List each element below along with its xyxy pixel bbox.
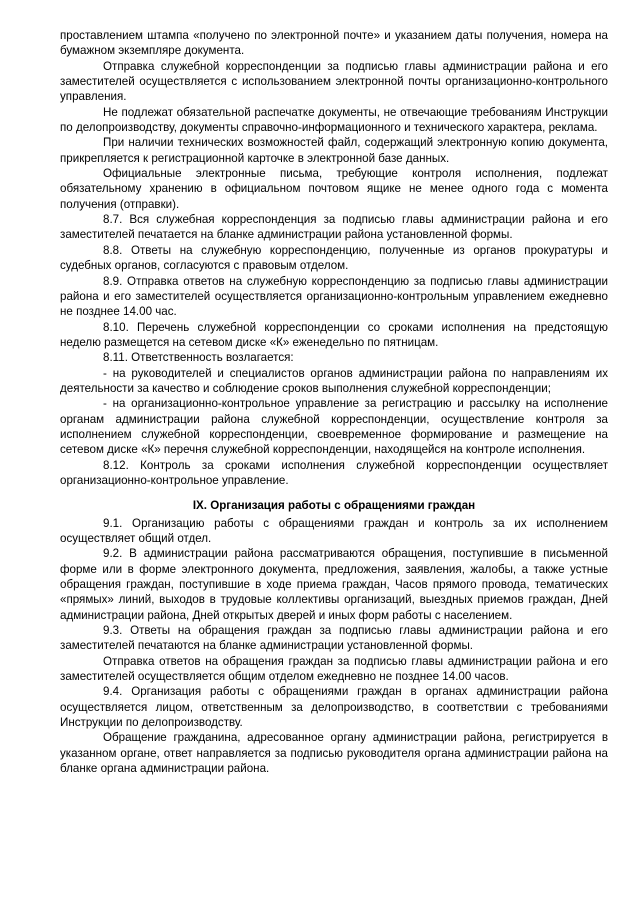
- section-heading: IX. Организация работы с обращениями граждан: [192, 499, 476, 513]
- paragraph: 9.1. Организацию работы с обращениями граждан и контроль за их исполнением осуществляет общий отдел.: [60, 516, 608, 545]
- paragraph: 8.7. Вся служебная корреспонденция за подписью главы администрации района и его заместителей печатается на бланке администрации района установленной формы.: [60, 213, 608, 242]
- paragraph: проставлением штампа «получено по электронной почте» и указанием даты получения, номера на бумажном экземпляре документа.: [60, 29, 608, 58]
- paragraph: 8.9. Отправка ответов на служебную корреспонденцию за подписью главы администрации района и его заместителей осуществляется организационно-контрольным управлением ежедневно не позднее 14.00 час.: [60, 274, 608, 319]
- paragraph: 9.4. Организация работы с обращениями граждан в органах администрации района осуществляется лицом, ответственным за делопроизводство, в соответствии с требованиями Инструкции по делопроизводству.: [60, 685, 608, 730]
- paragraph: Отправка ответов на обращения граждан за подписью главы администрации района и его заместителей осуществляется общим отделом ежедневно не позднее 14.00 часов.: [60, 654, 608, 684]
- paragraph: Не подлежат обязательной распечатке документы, не отвечающие требованиям Инструкции по делопроизводству, документы справочно-информационного и технического характера, реклама.: [60, 105, 608, 135]
- paragraph: Официальные электронные письма, требующие контроля исполнения, подлежат обязательному хранению в официальном почтовом ящике не менее одного года с момента получения (отправки).: [60, 167, 608, 211]
- paragraph: 8.11. Ответственность возлагается:: [103, 351, 294, 365]
- paragraph: 9.2. В администрации района рассматриваются обращения, поступившие в письменной форме или в форме электронного документа, предложения, заявления, жалобы, а также устные обращения граждан, поступившие в ходе приема граждан, Часов прямого провода, тематических «прямых» линий, выходов в трудовые коллективы организаций, выездных приемов граждан, Дней администрации района, Дней открытых дверей и иных форм работы с населением.: [60, 547, 608, 622]
- paragraph: При наличии технических возможностей файл, содержащий электронную копию документа, прикрепляется к регистрационной карточке в электронной базе данных.: [60, 136, 608, 165]
- paragraph: 8.10. Перечень служебной корреспонденции со сроками исполнения на предстоящую неделю размещется на сетевом диске «К» еженедельно по пятницам.: [60, 320, 608, 349]
- list-item: - на руководителей и специалистов органов администрации района по направлениям их деятельности за качество и соблюдение сроков выполнения служебной корреспонденции;: [60, 366, 608, 395]
- list-item: - на организационно-контрольное управление за регистрацию и рассылку на исполнение органам администрации района служебной корреспонденции, осуществление контроля за исполнением служебной корреспонденции, своевременное формирование и размещение на сетевом диске «К» перечня служебной корреспонденции, находящейся на контроле исполнения.: [60, 397, 608, 457]
- document-page: [60, 28, 608, 777]
- paragraph: Обращение гражданина, адресованное органу администрации района, регистрируется в указанном органе, ответ направляется за подписью руководителя органа администрации района на бланке органа администрации района.: [60, 731, 608, 776]
- paragraph: Отправка служебной корреспонденции за подписью главы администрации района и его заместителей осуществляется с использованием электронной почты организационно-контрольного управления.: [60, 59, 608, 104]
- paragraph: 8.12. Контроль за сроками исполнения служебной корреспонденции осуществляет организационно-контрольное управление.: [60, 458, 608, 487]
- paragraph: 8.8. Ответы на служебную корреспонденцию, полученные из органов прокуратуры и судебных органов, согласуются с правовым отделом.: [60, 243, 608, 273]
- paragraph: 9.3. Ответы на обращения граждан за подписью главы администрации района и его заместителей печатаются на бланке администрации установленной формы.: [60, 624, 608, 653]
